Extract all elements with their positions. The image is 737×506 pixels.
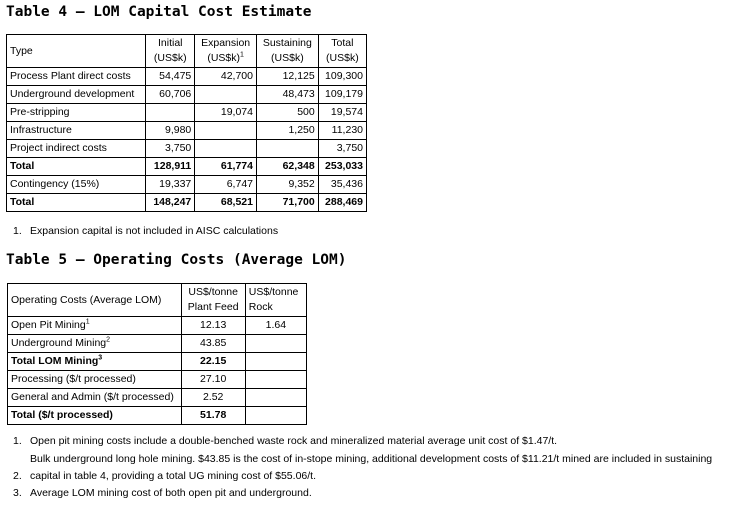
grand-total-row [7,194,367,212]
header-initial-line1: Initial [157,37,183,49]
row-rock [245,335,306,353]
table-row [7,68,367,86]
table-row [8,335,307,353]
header-plant-feed-line2: Plant Feed [187,301,239,313]
row-initial: 3,750 [146,140,195,158]
grand-total-row [8,407,307,425]
row-sustaining [257,140,319,158]
header-type: Type [7,35,146,68]
row-label [8,407,182,425]
header-total-line1: Total [331,37,354,49]
row-expansion [195,140,257,158]
row-plant-feed: 27.10 [181,371,245,389]
table-row [7,140,367,158]
table-header-row [7,35,367,68]
footnote-ref: 2 [106,336,111,344]
table5-note [13,487,312,500]
row-type: Underground development [7,86,146,104]
row-expansion: 42,700 [195,68,257,86]
row-total: 109,300 [318,68,366,86]
row-sustaining: 1,250 [257,122,319,140]
row-label-text: Total LOM Mining [11,355,99,367]
table5-note [13,470,316,483]
row-expansion: 6,747 [195,176,257,194]
row-expansion [195,86,257,104]
table-row [7,176,367,194]
row-label [8,389,182,407]
capital-cost-table [6,34,367,212]
header-expansion [195,35,257,68]
footnote-ref: 3 [98,354,103,362]
note-text: Open pit mining costs include a double-benched waste rock and mineralized material average unit cost of $1.47/t. [30,435,558,447]
row-type: Infrastructure [7,122,146,140]
row-sustaining: 12,125 [257,68,319,86]
row-expansion [195,122,257,140]
row-type: Project indirect costs [7,140,146,158]
header-sustaining-line1: Sustaining [262,37,312,49]
row-plant-feed: 22.15 [181,353,245,371]
note-text: capital in table 4, providing a total UG mining cost of $55.06/t. [30,470,316,482]
row-expansion: 68,521 [195,194,257,212]
table5-title: Table 5 – Operating Costs (Average LOM) [6,252,347,268]
table-row [7,122,367,140]
row-initial: 19,337 [146,176,195,194]
row-initial: 128,911 [146,158,195,176]
table-row [8,317,307,335]
header-total [318,35,366,68]
row-initial [146,104,195,122]
row-type: Total [7,158,146,176]
row-sustaining: 71,700 [257,194,319,212]
header-initial-line2: (US$k) [153,52,187,64]
table5-note [13,453,712,466]
header-sustaining-line2: (US$k) [271,52,304,64]
header-sustaining [257,35,319,68]
header-rock [245,284,306,317]
row-rock: 1.64 [245,317,306,335]
row-expansion: 61,774 [195,158,257,176]
row-initial: 60,706 [146,86,195,104]
operating-cost-table [7,283,307,425]
row-sustaining: 62,348 [257,158,319,176]
row-label-text: Total ($/t processed) [11,409,113,421]
row-label [8,335,182,353]
row-initial: 9,980 [146,122,195,140]
note-number: 2. [13,470,22,482]
row-sustaining: 9,352 [257,176,319,194]
row-rock [245,353,306,371]
row-sustaining: 500 [257,104,319,122]
table-row [7,86,367,104]
table4-title: Table 4 – LOM Capital Cost Estimate [6,4,312,20]
row-total: 19,574 [318,104,366,122]
row-label [8,371,182,389]
row-initial: 148,247 [146,194,195,212]
row-type: Total [7,194,146,212]
row-type: Pre-stripping [7,104,146,122]
header-rock-line1: US$/tonne [248,286,299,298]
table4-footnote [13,225,278,238]
row-expansion: 19,074 [195,104,257,122]
row-total: 253,033 [318,158,366,176]
table-row [8,389,307,407]
row-total: 3,750 [318,140,366,158]
row-total: 11,230 [318,122,366,140]
row-plant-feed: 2.52 [181,389,245,407]
row-rock [245,389,306,407]
row-label [8,317,182,335]
header-total-line2: (US$k) [326,52,359,64]
row-rock [245,407,306,425]
note-number: 1. [13,435,22,447]
row-sustaining: 48,473 [257,86,319,104]
header-plant-feed-line1: US$/tonne [188,286,238,298]
row-plant-feed: 43.85 [181,335,245,353]
row-label [8,353,182,371]
header-expansion-footnote-ref: 1 [240,51,244,59]
row-label-text: Underground Mining [11,337,107,349]
note-text: Average LOM mining cost of both open pit and underground. [30,487,312,499]
table-row [8,371,307,389]
row-label-text: General and Admin ($/t processed) [11,391,174,403]
footnote-ref: 1 [85,318,90,326]
header-rock-line2: Rock [248,301,273,313]
table5-note [13,435,557,448]
row-type: Contingency (15%) [7,176,146,194]
subtotal-row [7,158,367,176]
header-expansion-line1: Expansion [201,37,251,49]
footnote-number: 1. [13,225,22,237]
table-row [7,104,367,122]
header-initial [146,35,195,68]
header-expansion-line2: (US$k) [207,52,241,64]
row-rock [245,371,306,389]
note-number: 3. [13,487,22,499]
row-total: 109,179 [318,86,366,104]
header-plant-feed [181,284,245,317]
note-text: Bulk underground long hole mining. $43.85 is the cost of in-stope mining, additional development costs of $11.21/t mined are included in sustaining [30,453,713,465]
row-total: 35,436 [318,176,366,194]
row-initial: 54,475 [146,68,195,86]
row-total: 288,469 [318,194,366,212]
header-operating-costs: Operating Costs (Average LOM) [8,284,182,317]
row-plant-feed: 51.78 [181,407,245,425]
table-header-row [8,284,307,317]
row-type: Process Plant direct costs [7,68,146,86]
footnote-text: Expansion capital is not included in AISC calculations [30,225,279,237]
row-label-text: Processing ($/t processed) [11,373,136,385]
subtotal-row [8,353,307,371]
row-plant-feed: 12.13 [181,317,245,335]
row-label-text: Open Pit Mining [11,319,86,331]
